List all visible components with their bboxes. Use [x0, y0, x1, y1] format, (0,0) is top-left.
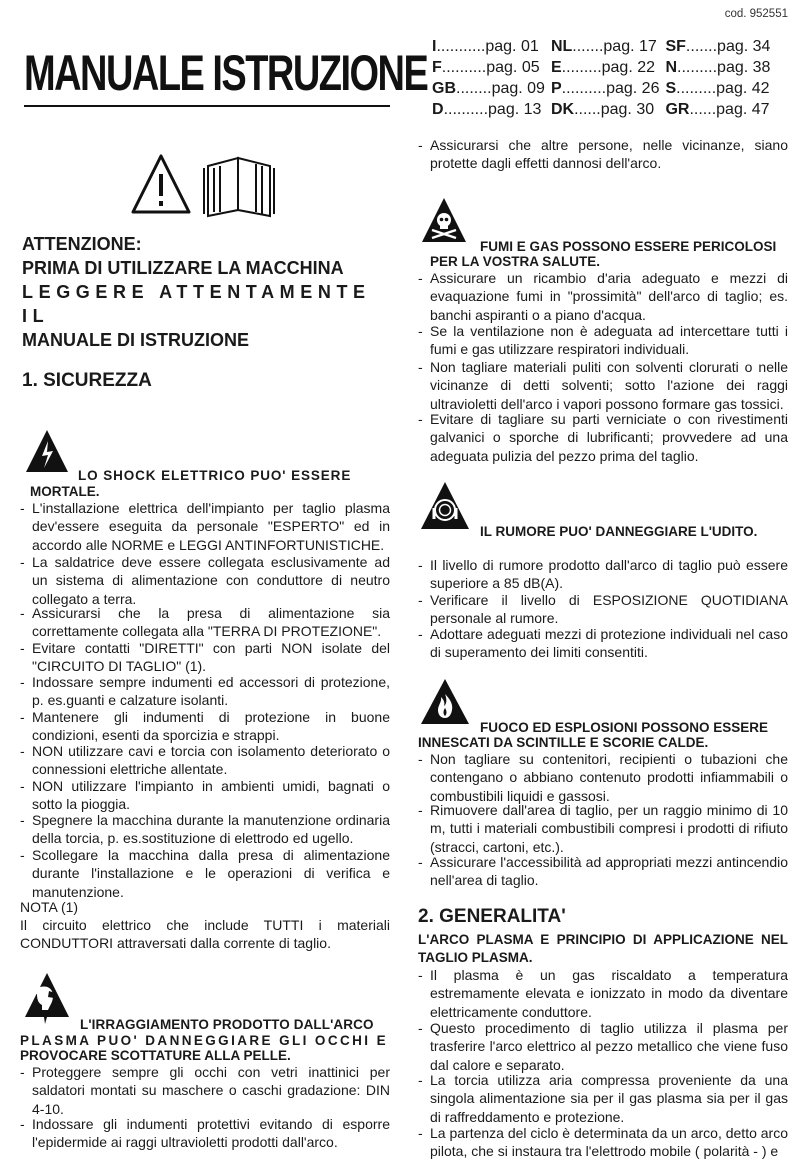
- language-entry[interactable]: E.........pag. 22: [550, 59, 656, 76]
- list-item: - La torcia utilizza aria compressa proveniente da una singola alimentazione sia per il gas plasma sia per il gas di raffreddamento e protezione.: [418, 1072, 788, 1125]
- list-item: - Assicurarsi che la presa di alimentazione sia correttamente collegata alla "TERRA DI PROTEZIONE".: [20, 605, 390, 640]
- list-item: - Non tagliare su contenitori, recipienti o tubazioni che contengano o abbiano contenuto prodotti infiammabili o combustibili liquidi e gassosi.: [418, 751, 788, 804]
- language-row: [432, 99, 770, 120]
- list-item: - Non tagliare materiali puliti con solventi clorurati o nelle vicinanze di detti solventi; sotto l'azione dei raggi ultravioletti dell'arco i vapori possono formare gas tossici.: [418, 359, 788, 412]
- list-item: - Mantenere gli indumenti di protezione in buone condizioni, esenti da sporcizia e strappi.: [20, 709, 390, 744]
- language-row: [432, 36, 770, 57]
- note-text: Il circuito elettrico che include TUTTI i materiali CONDUTTORI attraversati dalla corrente di taglio.: [20, 917, 390, 952]
- list-item: - NON utilizzare l'impianto in ambienti umidi, bagnati o sotto la pioggia.: [20, 778, 390, 813]
- attention-line: LEGGERE ATTENTAMENTE IL: [22, 282, 371, 326]
- attention-line: MANUALE DI ISTRUZIONE: [22, 330, 249, 350]
- section-title-safety: 1. SICUREZZA: [22, 370, 152, 391]
- fire-heading: INNESCATI DA SCINTILLE E SCORIE CALDE.: [418, 735, 709, 750]
- list-item: - Assicurare l'accessibilità ad appropriati mezzi antincendio nell'area di taglio.: [418, 854, 788, 889]
- language-row: [432, 78, 770, 99]
- section-title-general: 2. GENERALITA': [418, 906, 566, 927]
- list-item: - L'installazione elettrica dell'impianto per taglio plasma dev'essere eseguita da personale "ESPERTO" ed in accordo alle NORME e LEGGI ANTINFORTUNISTICHE.: [20, 500, 390, 553]
- note-title: NOTA (1): [20, 899, 79, 915]
- electric-shock-icon: [24, 428, 70, 474]
- list-item: - Questo procedimento di taglio utilizza il plasma per trasferire l'arco elettrico al pezzo metallico che viene fuso dal calore e separato.: [418, 1020, 788, 1073]
- warning-triangle-icon: [133, 156, 189, 212]
- language-entry[interactable]: N.........pag. 38: [665, 59, 771, 76]
- language-entry[interactable]: I...........pag. 01: [432, 38, 539, 55]
- fire-hazard-icon: [420, 678, 470, 726]
- list-item: - Se la ventilazione non è adeguata ad intercettare tutti i fumi e gas utilizzare respiratori individuali.: [418, 323, 788, 358]
- attention-notice: [22, 232, 392, 352]
- language-entry[interactable]: SF.......pag. 34: [665, 38, 771, 55]
- radiation-heading: PLASMA PUO' DANNEGGIARE GLI OCCHI E: [20, 1033, 388, 1048]
- noise-heading: IL RUMORE PUO' DANNEGGIARE L'UDITO.: [480, 524, 758, 539]
- section-subtitle: L'ARCO PLASMA E PRINCIPIO DI APPLICAZIONE NEL TAGLIO PLASMA.: [418, 932, 788, 965]
- list-item: - Spegnere la macchina durante la manutenzione ordinaria della torcia, p. es.sostituzione di elettrodo ed ugello.: [20, 812, 390, 847]
- list-item: - Assicurare un ricambio d'aria adeguato e mezzi di evaquazione fumi in "prossimità" dell'arco di taglio; es. banchi aspiranti o a piano d'acqua.: [418, 270, 788, 323]
- language-index: [432, 36, 770, 120]
- list-item: - Evitare di tagliare su parti verniciate o con rivestimenti galvanici o sporche di lubrificanti; provvedere ad una adeguata pulizia del pezzo prima del taglio.: [418, 411, 788, 464]
- language-entry[interactable]: GB........pag. 09: [432, 80, 545, 97]
- language-entry[interactable]: P..........pag. 26: [550, 80, 660, 97]
- fire-heading: FUOCO ED ESPLOSIONI POSSONO ESSERE: [480, 720, 769, 735]
- list-item: - Rimuovere dall'area di taglio, per un raggio minimo di 10 m, tutti i materiali combustibili compresi i prodotti di rifiuto (stracci, cartoni, etc.).: [418, 802, 788, 855]
- title-underline: [24, 105, 390, 107]
- attention-line: ATTENZIONE:: [22, 234, 142, 254]
- language-entry[interactable]: D..........pag. 13: [432, 101, 542, 118]
- list-item: - Verificare il livello di ESPOSIZIONE QUOTIDIANA personale al rumore.: [418, 592, 788, 627]
- list-item: - Assicurarsi che altre persone, nelle vicinanze, siano protette dagli effetti dannosi dell'arco.: [418, 137, 788, 172]
- list-item: - Adottare adeguati mezzi di protezione individuali nel caso di superamento dei limiti consentiti.: [418, 626, 788, 661]
- toxic-skull-icon: [420, 196, 468, 244]
- fumes-heading: PER LA VOSTRA SALUTE.: [430, 254, 601, 269]
- warning-manual-icons: [130, 152, 280, 218]
- list-item: - Indossare gli indumenti protettivi evitando di esporre l'epidermide ai raggi ultravioletti prodotti dall'arco.: [20, 1116, 390, 1151]
- fumes-heading: FUMI E GAS POSSONO ESSERE PERICOLOSI: [480, 239, 777, 254]
- list-item: - Il plasma è un gas riscaldato a temperatura estremamente elevata e ionizzato in modo da diventare elettricamente conduttore.: [418, 967, 788, 1020]
- list-item: - La saldatrice deve essere collegata esclusivamente ad un sistema di alimentazione con conduttore di neutro collegato a terra.: [20, 554, 390, 607]
- list-item: - Proteggere sempre gli occhi con vetri inattinici per saldatori montati su maschere o caschi gradazione: DIN 4-10.: [20, 1064, 390, 1117]
- list-item: - Evitare contatti "DIRETTI" con parti NON isolate del "CIRCUITO DI TAGLIO" (1).: [20, 640, 390, 675]
- language-entry[interactable]: F..........pag. 05: [432, 59, 540, 76]
- open-manual-icon: [204, 158, 274, 216]
- document-code: cod. 952551: [724, 8, 788, 20]
- ear-protection-icon: [420, 481, 470, 531]
- page-title: MANUALE ISTRUZIONE: [24, 45, 428, 101]
- radiation-heading: PROVOCARE SCOTTATURE ALLA PELLE.: [20, 1048, 291, 1063]
- language-entry[interactable]: NL.......pag. 17: [550, 38, 657, 55]
- language-entry[interactable]: S.........pag. 42: [665, 80, 770, 97]
- language-entry[interactable]: DK......pag. 30: [550, 101, 655, 118]
- list-item: - Indossare sempre indumenti ed accessori di protezione, p. es.guanti e calzature isolanti.: [20, 674, 390, 709]
- language-row: [432, 57, 770, 78]
- shock-heading: LO SHOCK ELETTRICO PUO' ESSERE: [78, 468, 352, 483]
- radiation-heading: L'IRRAGGIAMENTO PRODOTTO DALL'ARCO: [80, 1017, 374, 1032]
- shock-heading: MORTALE.: [30, 484, 100, 499]
- list-item: - Il livello di rumore prodotto dall'arco di taglio può essere superiore a 85 dB(A).: [418, 557, 788, 592]
- list-item: - NON utilizzare cavi e torcia con isolamento deteriorato o connessioni elettriche allentate.: [20, 743, 390, 778]
- eye-protection-icon: [24, 972, 70, 1028]
- list-item: - La partenza del ciclo è determinata da un arco, detto arco pilota, che si instaura tra l'elettrodo mobile ( polarità - ) e: [418, 1125, 788, 1160]
- attention-line: PRIMA DI UTILIZZARE LA MACCHINA: [22, 258, 344, 278]
- language-entry[interactable]: GR......pag. 47: [665, 101, 770, 118]
- list-item: - Scollegare la macchina dalla presa di alimentazione durante l'installazione e le operazioni di verifica e manutenzione.: [20, 847, 390, 900]
